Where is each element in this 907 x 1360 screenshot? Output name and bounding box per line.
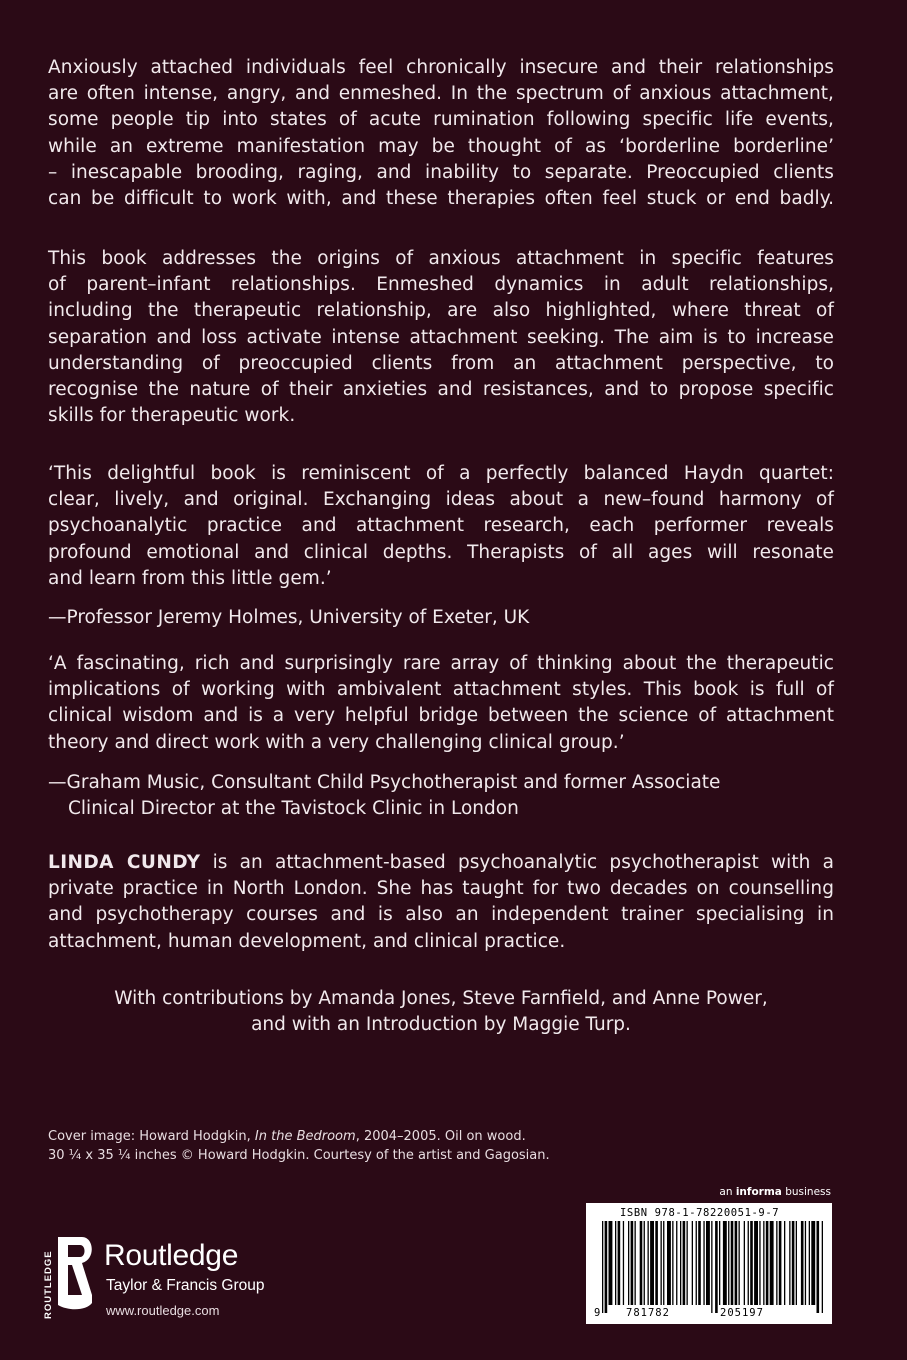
text-line: recognise the nature of their anxieties and resistances, and to propose specific [48,379,834,401]
contributions [48,986,834,1038]
text-line: clear, lively, and original. Exchanging ideas about a new–found harmony of [48,489,834,511]
text-line: theory and direct work with a very challenging clinical group.’ [48,731,625,753]
text-line: profound emotional and clinical depths. Therapists of all ages will resonate [48,541,834,563]
text-line: and learn from this little gem.’ [48,567,332,589]
bio-text: is an attachment-based psychoanalytic psychotherapist with a [200,852,834,873]
text-line: psychoanalytic practice and attachment research, each performer reveals [48,515,834,537]
text-line: of parent–infant relationships. Enmeshed dynamics in adult relationships, [48,274,834,296]
publisher-group: Taylor & Francis Group [106,1277,265,1294]
tagline-text: business [781,1186,831,1198]
text-line: some people tip into states of acute rumination following specific life events, [48,109,834,131]
text-line: are often intense, angry, and enmeshed. In the spectrum of anxious attachment, [48,83,834,105]
text-line: ‘This delightful book is reminiscent of a perfectly balanced Haydn quartet: [48,463,834,484]
text-line: Clinical Director at the Tavistock Clinic in London [68,798,519,820]
text-line: implications of working with ambivalent attachment styles. This book is full of [48,679,834,701]
barcode-digit-first: 9 [594,1307,602,1319]
informa-tagline [719,1186,831,1198]
cover-image-credit [48,1127,550,1165]
author-name: LINDA CUNDY [48,852,201,873]
author-bio [48,850,834,955]
text-line: Anxiously attached individuals feel chronically insecure and their relationships [48,57,834,78]
endorsement-quote-1 [48,461,834,592]
text-line: separation and loss activate intense attachment seeking. The aim is to increase [48,326,834,348]
text-line [48,850,834,876]
text-line: This book addresses the origins of anxious attachment in specific features [48,248,834,269]
routledge-vertical-mark: ROUTLEDGE [43,1250,54,1319]
barcode-bars [586,1203,832,1324]
text-line: skills for therapeutic work. [48,405,296,427]
text-line [48,1127,550,1146]
text-line: – inescapable brooding, raging, and inability to separate. Preoccupied clients [48,161,834,183]
text-line: private practice in North London. She has taught for two decades on counselling [48,878,834,900]
text-line: attachment, human development, and clinical practice. [48,930,566,952]
barcode-digits-right: 205197 [720,1307,764,1319]
blurb-paragraph-2 [48,246,834,429]
artwork-title: In the Bedroom [254,1129,356,1144]
informa-brand: informa [735,1186,782,1198]
credit-text: , 2004–2005. Oil on wood. [355,1129,526,1144]
text-line: clinical wisdom and is a very helpful bridge between the science of attachment [48,705,834,727]
text-line: while an extreme manifestation may be thought of as ‘borderline borderline’ [48,135,834,157]
routledge-r-icon [42,1233,98,1321]
text-line: and with an Introduction by Maggie Turp. [251,1014,631,1036]
text-line: ‘A fascinating, rich and surprisingly rare array of thinking about the therapeutic [48,653,834,674]
text-line: including the therapeutic relationship, are also highlighted, where threat of [48,300,834,322]
isbn-label: ISBN 978-1-78220051-9-7 [620,1207,780,1219]
publisher-name: Routledge [104,1239,239,1272]
text-line: With contributions by Amanda Jones, Steve Farnfield, and Anne Power, [114,988,768,1009]
text-line: —Graham Music, Consultant Child Psychotherapist and former Associate [48,772,721,793]
text-line: 30 ¼ x 35 ¼ inches © Howard Hodgkin. Courtesy of the artist and Gagosian. [48,1148,550,1163]
text-line: understanding of preoccupied clients from an attachment perspective, to [48,352,834,374]
quote-2-attribution [48,770,720,822]
quote-1-attribution: —Professor Jeremy Holmes, University of Exeter, UK [48,607,530,628]
text-line: and psychotherapy courses and is also an independent trainer specialising in [48,904,834,926]
routledge-logo [42,1233,302,1323]
endorsement-quote-2 [48,651,834,756]
publisher-url[interactable]: www.routledge.com [106,1303,220,1318]
barcode-digits-left: 781782 [626,1307,670,1319]
credit-text: Cover image: Howard Hodgkin, [48,1129,255,1144]
tagline-text: an [719,1186,736,1198]
text-line: can be difficult to work with, and these therapies often feel stuck or end badly. [48,188,834,210]
isbn-barcode [586,1203,832,1324]
blurb-paragraph-1 [48,55,834,212]
